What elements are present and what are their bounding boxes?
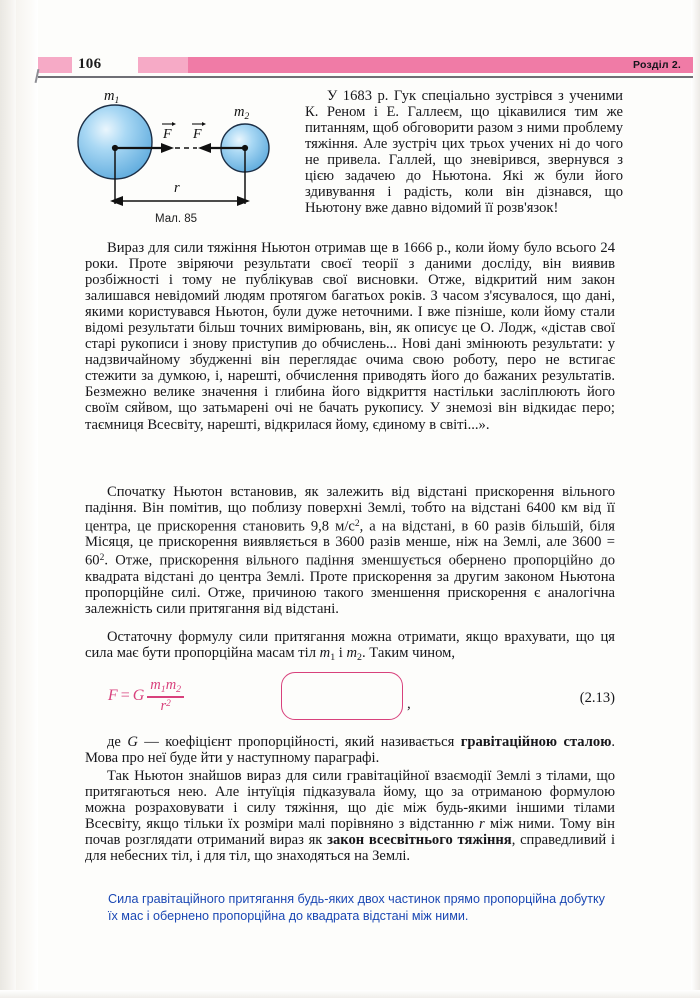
- acceleration-text-pre: Спочатку Ньютон встановив, як залежить від відстані прискорення вільного падіння. Він помітив, що поблизу поверхні Землі, тобто на відстані 6400 км від її центра, це прискорення становить 9,8 м/с: [85, 484, 615, 535]
- gconst-term-bold: гравітаційною сталою: [460, 734, 612, 750]
- force-arrowhead-right: [198, 143, 211, 153]
- paragraph-gravitational-constant-block: [85, 734, 615, 766]
- formula-numerator: [147, 678, 184, 695]
- inline-symbol-r: r: [479, 816, 485, 833]
- figure-caption: Мал. 85: [155, 213, 197, 225]
- formula-row: [85, 672, 615, 724]
- formula-F: F: [107, 687, 118, 704]
- formula-num-m1-sub: 1: [160, 684, 166, 696]
- paragraph-acceleration-block: [85, 484, 615, 617]
- page-right-edge: [691, 0, 700, 998]
- header-rule: [38, 76, 693, 78]
- inline-symbol-G: G: [127, 734, 138, 750]
- formula-num-m1: m: [150, 677, 161, 694]
- acceleration-sup-1: 2: [354, 519, 360, 530]
- final-formula-text-post: . Таким чином,: [362, 645, 455, 662]
- formula-G: G: [132, 687, 145, 704]
- formula-trailing-comma: ,: [407, 696, 411, 712]
- formula-num-m2: m: [165, 677, 177, 694]
- gconst-text-mid: — коефіцієнт пропорційності, який називається: [137, 734, 461, 750]
- inline-symbol-m1-sub: 1: [330, 651, 336, 663]
- ulaw-term-bold: закон всесвітнього тяжіння: [327, 832, 512, 849]
- formula-den-r: r: [160, 697, 167, 714]
- formula-box: [281, 672, 403, 720]
- gconst-text-post: . Мова про неї буде йти у наступному параграфі.: [85, 734, 616, 767]
- formula-den-sup: 2: [166, 698, 171, 709]
- paragraph-final-formula-block: [85, 629, 615, 666]
- acceleration-sup-2: 2: [99, 553, 105, 564]
- inline-symbol-m1: m: [319, 645, 331, 662]
- label-m2: $m_2$: [234, 104, 250, 123]
- distance-arrowhead-right: [237, 196, 250, 206]
- paragraph-final-formula: [85, 629, 615, 666]
- acceleration-text-post: . Отже, прискорення вільного падіння зменшується обернено пропорційно до квадрата відстані до центра Землі. Проте прискорення за другим законом Ньютона пропорційне силі. Отже, причиною такого зменшення прискорення є аналогічна залежність сили притягання від відстані.: [85, 552, 615, 617]
- formula-equals: =: [120, 687, 130, 704]
- page-gutter-shadow: [16, 0, 38, 998]
- paragraph-universal-law-block: [85, 768, 615, 864]
- paragraph-newton-1666-block: [85, 240, 615, 433]
- paragraph-universal-law: [85, 768, 615, 864]
- label-force-right: [192, 122, 206, 142]
- paragraph-gravitational-constant: [85, 734, 615, 766]
- page-bottom-edge: [0, 990, 700, 998]
- running-header: [38, 55, 693, 77]
- ulaw-text-mid: між ними. Тому він почав розглядати отриманий вираз як: [85, 816, 615, 849]
- acceleration-text-mid: , а на відстані, в 60 разів більшій, біля Місяця, це прискорення виявляється в 3600 разів менше, ніж на Землі, але 3600 = 60: [85, 518, 615, 569]
- label-force-left: [162, 122, 176, 142]
- formula-denominator: [158, 699, 174, 714]
- definition-text: Сила гравітаційного притягання будь-яких двох частинок прямо пропорційна добутку їх мас і обернено пропорційна до квадрата відстані між ними.: [108, 892, 605, 923]
- distance-arrowhead-left: [110, 196, 123, 206]
- page-number: 106: [78, 56, 102, 72]
- final-formula-conjunction: і: [335, 645, 347, 662]
- right-column-text: [305, 88, 623, 216]
- label-m1: $m_1$: [104, 88, 120, 107]
- ulaw-text-pre: Так Ньютон знайшов вираз для сили гравітаційної взаємодії Землі з тілами, що притягаються нею. Але інтуїція підказувала йому, що за отриманою формулою можна розраховувати і силу тяжіння, що діє між будь-якими іншими тілами Всесвіту, якщо тільки їх розміри малі порівняно з відстанню: [85, 768, 615, 833]
- svg-text:F: F: [193, 127, 202, 142]
- formula-content: [85, 672, 207, 720]
- paragraph-hooke-meeting: У 1683 р. Гук спеціально зустрівся з ученими К. Реном і Е. Галлеєм, що цікавилися тим же питанням, щоб обговорити разом з ними проблему тяжіння. Але зустріч цих трьох учених ні до чого не привела. Галлей, що зневірився, звернувся з цією задачею до Ньютона. Які ж були його здивування і радість, коли він дізнався, що Ньютону вже давно відомий її розв'язок!: [305, 88, 623, 217]
- formula-fraction: [147, 678, 184, 713]
- inline-symbol-m2-sub: 2: [357, 651, 362, 663]
- final-formula-text-pre: Остаточну формулу сили притягання можна отримати, якщо врахувати, що ця сила має бути пропорційна масам тіл: [85, 629, 615, 662]
- equation-number: (2.13): [579, 690, 615, 706]
- inline-symbol-m2: m: [346, 645, 358, 662]
- paragraph-newton-1666: Вираз для сили тяжіння Ньютон отримав ще в 1666 р., коли йому було всього 24 роки. Проте звіряючи результати своєї теорії з даними досліду, він виявив розбіжності і тому не публікував свої висновки. Отже, відкритий ним закон залишався невідомий людям протягом багатьох років. З часом з'ясувалося, що дані, якими користувався Ньютон, були дуже неточними. І вже пізніше, коли йому стали відомі результати більш точних вимірювань, він, як описує це О. Лодж, «дістав свої старі рукописи і знову приступив до обчислень... Нові дані змінюють результати: у надзвичайному збудженні він переглядає очима свою роботу, перо не встигає стежити за думкою, і, нарешті, обчислення приводять його до бажаних результатів. Безмежно велике значення і глибина його відкриття настільки засліплюють його своїм сяйвом, що затьмарені очі не бачать рукопису. У знемозі він відкидає перо; таємниця Всесвіту, нарешті, відкрилася йому, єдиному в світі...».: [85, 240, 615, 433]
- paragraph-acceleration: [85, 484, 615, 617]
- label-distance-r: r: [174, 180, 180, 196]
- force-arrowhead-left: [161, 143, 174, 153]
- chapter-label: Розділ 2.: [633, 59, 681, 71]
- formula-num-m2-sub: 2: [176, 684, 182, 696]
- svg-text:F: F: [163, 127, 172, 142]
- ulaw-text-post: , справедливий і для небесних тіл, і для тіл, що знаходяться на Землі.: [85, 832, 615, 865]
- page-binding-edge: [0, 0, 16, 998]
- definition-callout: [108, 891, 608, 924]
- gconst-text-pre: де: [107, 734, 128, 750]
